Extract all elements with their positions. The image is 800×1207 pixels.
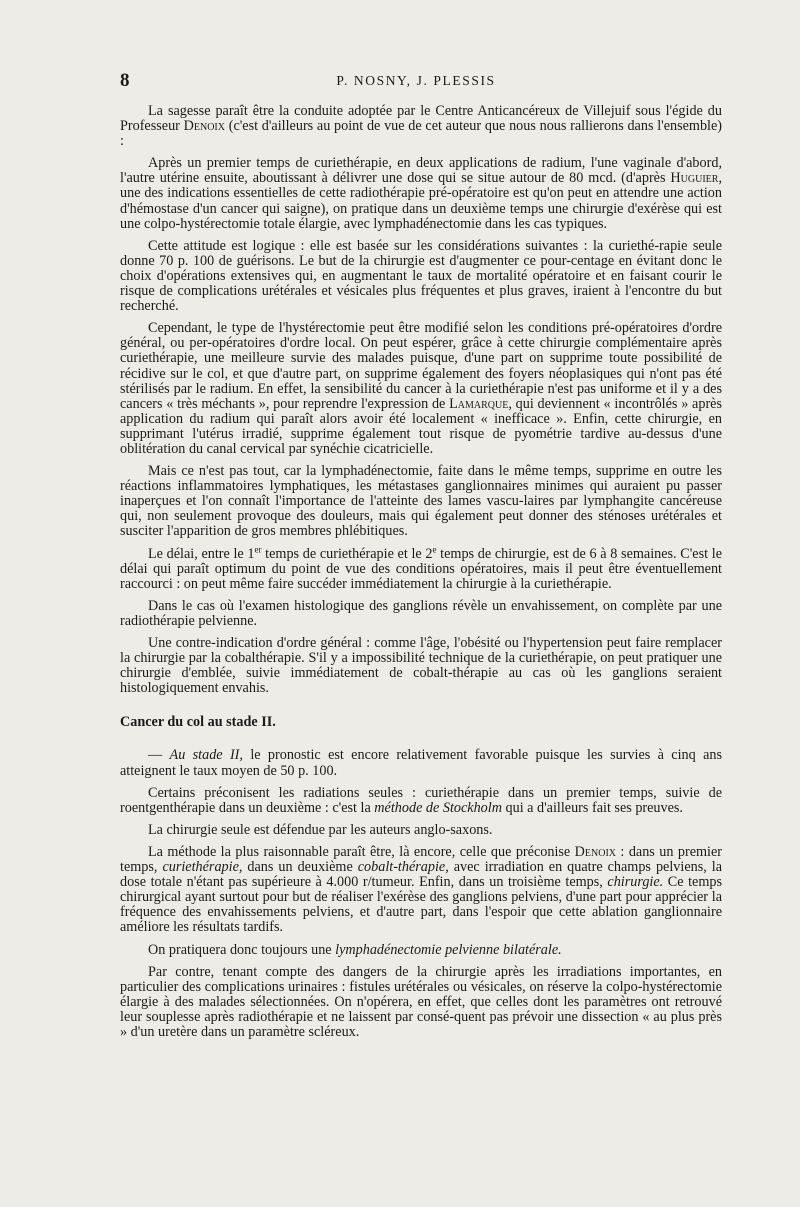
paragraph: Une contre-indication d'ordre général : comme l'âge, l'obésité ou l'hypertension peut faire remplacer la chirurgie par la cobalthérapie. S'il y a impossibilité technique de la curiethérapie, on peut pratiquer une chirurgie d'emblée, suivie immédiatement de cobalt-thérapie au cas où les ganglions seraient histologiquement envahis. bbox=[120, 635, 722, 697]
paragraph: La méthode la plus raisonnable paraît être, là encore, celle que préconise Denoix : dans un premier temps, curiethérapie, dans un deuxième cobalt-thérapie, avec irradiation en quatre champs pelviens, la dose totale n'étant pas supérieure à 4.000 r/tumeur. Enfin, dans un troisième temps, chirurgie. Ce temps chirurgical ayant surtout pour but de réaliser l'exérèse des ganglions pelviens, d'une part pour apprécier la fréquence des envahissements pelviens, et d'autre part, dans l'espoir que cette ablation ganglionnaire améliore les résultats tardifs. bbox=[120, 843, 723, 936]
paragraph: Cette attitude est logique : elle est basée sur les considérations suivantes : la curiethé-rapie seule donne 70 p. 100 de guérisons. Le but de la chirurgie est d'augmenter ce pour-centage en évitant donc le choix d'opérations extensives qui, en augmentant le taux de mortalité opératoire et en faisant courir le risque de complications urétérales et vésicales plus fréquentes et plus graves, iraient à l'encontre du but recherché. bbox=[120, 237, 722, 315]
author-name: Denoix bbox=[574, 843, 616, 860]
paragraph: Cependant, le type de l'hystérectomie peut être modifié selon les conditions pré-opératoires d'ordre général, ou per-opératoires d'ordre local. On peut espérer, grâce à cette chirurgie complémentaire après curiethérapie, une meilleure survie des malades puisque, d'une part on supprime toute possibilité de récidive sur le col, et que d'autre part, on supprime également des foyers néoplasiques qui n'ont pas été stérilisés par le radium. En effet, la sensibilité du cancer à la curiethérapie n'est pas uniforme et il y a des cancers « très méchants », pour reprendre l'expression de Lamarque, qui deviennent « incontrôlés » après application du radium qui paraît alors avoir été localement « inefficace ». Enfin, cette chirurgie, en supprimant l'utérus irradié, supprime également tout risque de pyométrie tardive au-dessus d'une oblitération du canal cervical par synéchie cicatricielle. bbox=[120, 320, 722, 457]
paragraph: La chirurgie seule est défendue par les auteurs anglo-saxons. bbox=[148, 821, 493, 838]
paragraph: Après un premier temps de curiethérapie, en deux applications de radium, l'une vaginale d'abord, l'autre utérine ensuite, aboutissant à délivrer une dose qui se situe autour de 80 mcd. (d'après Huguier, une des indications essentielles de cette radiothérapie pré-opératoire est qu'on peut en attendre une action d'hémostase d'un cancer qui saigne), on pratique dans un deuxième temps une chirurgie d'exérèse qui est une colpo-hystérectomie totale élargie, avec lymphadénectomie dans les cas typiques. bbox=[120, 155, 722, 232]
paragraph: Par contre, tenant compte des dangers de la chirurgie après les irradiations importantes, en particulier des complications urinaires : fistules urétérales ou vésicales, on réserve la colpo-hystérectomie élargie à des malades sélectionnées. On n'opérera, en effet, que celles dont les paramètres ont retrouvé leur souplesse après radiothérapie et ne laissent par consé-quent pas prévoir une dissection « au plus près » d'un uretère dans un paramètre scléreux. bbox=[120, 963, 722, 1040]
paragraph: La sagesse paraît être la conduite adoptée par le Centre Anticancéreux de Villejuif sous l'égide du Professeur Denoix (c'est d'ailleurs au point de vue de cet auteur que nous nous rallierons dans l'ensemble) : bbox=[120, 103, 722, 150]
author-name: Lamarque bbox=[449, 395, 509, 412]
author-name: Denoix bbox=[183, 118, 225, 135]
paragraph: Dans le cas où l'examen histologique des ganglions révèle un envahissement, on complète par une radiothérapie pelvienne. bbox=[120, 597, 722, 629]
author-name: Huguier bbox=[670, 170, 719, 187]
paragraph: Le délai, entre le 1er temps de curiethérapie et le 2e temps de chirurgie, est de 6 à 8 semaines. C'est le délai qui paraît optimum du point de vue des conditions opératoires, mais il peut être éventuellement raccourci : on peut même faire succéder immédiatement la chirurgie à la curiethérapie. bbox=[120, 543, 722, 592]
page-header bbox=[120, 70, 700, 94]
paragraph: Mais ce n'est pas tout, car la lymphadénectomie, faite dans le même temps, supprime en outre les réactions inflammatoires lymphatiques, les métastases ganglionnaires minimes qui auraient pu passer inaperçues et l'on connaît l'importance de l'atteinte des lames vascu-laires par lymphangite cancéreuse qui, non seulement provoque des douleurs, mais qui également peut donner des sténoses urétérales et susciter l'apparition de gros membres phlébitiques. bbox=[120, 463, 722, 540]
paragraph: On pratiquera donc toujours une lymphadénectomie pelvienne bilatérale. bbox=[148, 941, 562, 958]
paragraph: — Au stade II, le pronostic est encore relativement favorable puisque les survies à cinq ans atteignent le taux moyen de 50 p. 100. bbox=[120, 747, 722, 779]
running-head: P. NOSNY, J. PLESSIS bbox=[336, 73, 496, 88]
article-body bbox=[120, 104, 722, 1047]
page-number: 8 bbox=[120, 70, 130, 91]
section-heading: Cancer du col au stade II. bbox=[120, 714, 276, 731]
paragraph: Certains préconisent les radiations seules : curiethérapie dans un premier temps, suivie de roentgenthérapie dans un deuxième : c'est la méthode de Stockholm qui a d'ailleurs fait ses preuves. bbox=[120, 784, 722, 816]
